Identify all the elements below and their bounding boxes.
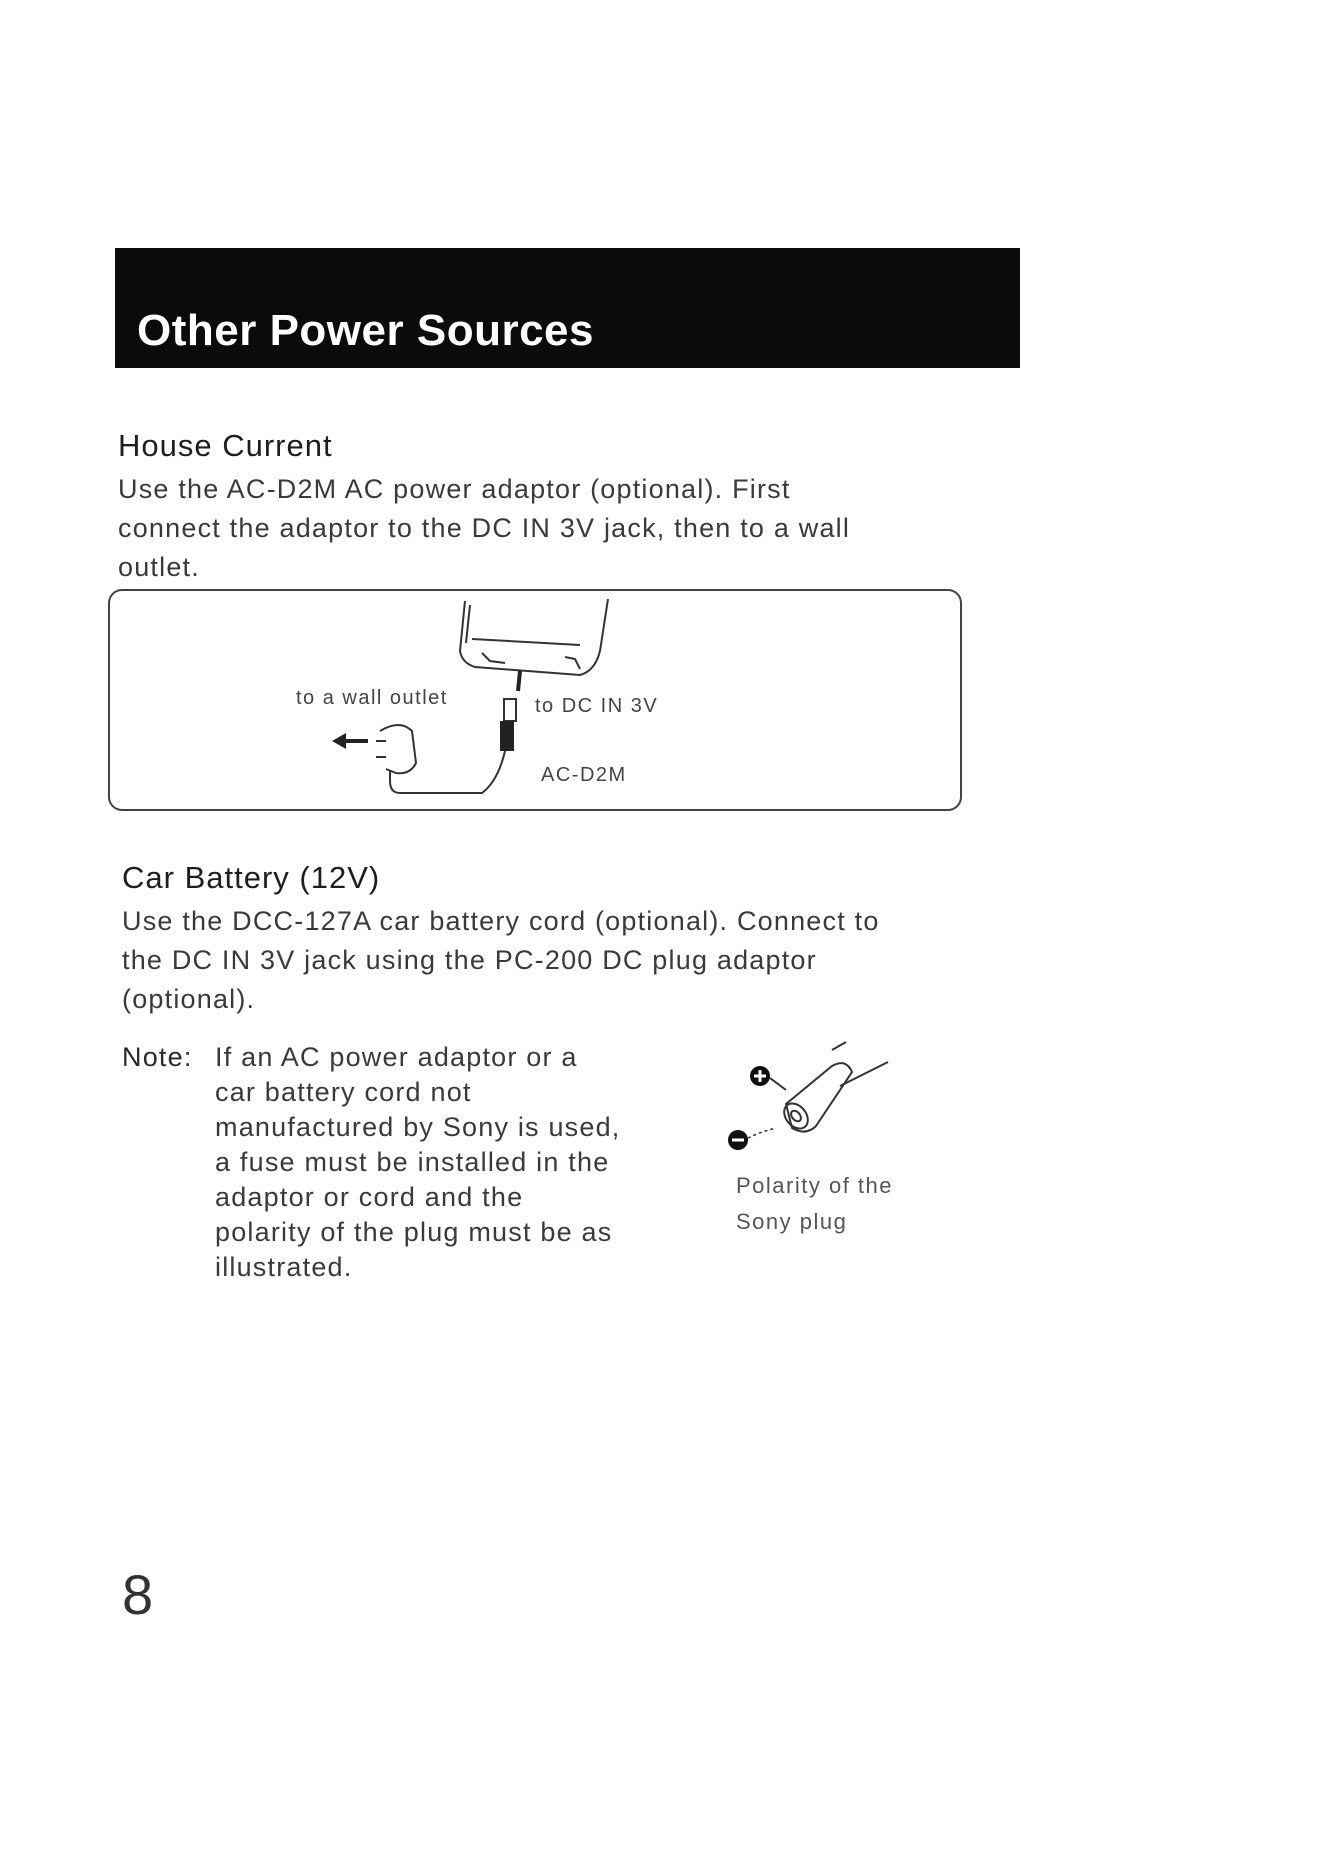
section-banner (115, 248, 1020, 368)
car-battery-text (122, 902, 880, 1019)
paragraph-line: connect the adaptor to the DC IN 3V jack, then to a wall (118, 513, 851, 543)
wall-outlet-label: to a wall outlet (296, 687, 448, 709)
paragraph-line: outlet. (118, 552, 200, 582)
connection-figure (108, 589, 962, 811)
note-line: polarity of the plug must be as (215, 1217, 613, 1247)
note-line: If an AC power adaptor or a (215, 1042, 578, 1072)
paragraph-line: Use the DCC-127A car battery cord (optional). Connect to (122, 906, 880, 936)
note-label: Note: (122, 1042, 193, 1072)
model-label: AC-D2M (541, 764, 627, 786)
note-line: illustrated. (215, 1252, 353, 1282)
note-text (215, 1040, 621, 1285)
paragraph-line: the DC IN 3V jack using the PC-200 DC plug adaptor (122, 945, 817, 975)
page-number: 8 (122, 1563, 154, 1626)
car-battery-heading: Car Battery (12V) (122, 860, 381, 895)
house-current-text (118, 470, 850, 587)
note-line: a fuse must be installed in the (215, 1147, 610, 1177)
paragraph-line: (optional). (122, 984, 256, 1014)
house-current-heading: House Current (118, 428, 333, 463)
caption-line: Polarity of the (736, 1173, 894, 1198)
caption-line: Sony plug (736, 1209, 848, 1234)
note-line: car battery cord not (215, 1077, 472, 1107)
paragraph-line: Use the AC-D2M AC power adaptor (optional). First (118, 474, 791, 504)
dc-in-label: to DC IN 3V (535, 695, 659, 717)
page-title: Other Power Sources (137, 306, 594, 355)
polarity-caption (736, 1168, 893, 1240)
note-line: adaptor or cord and the (215, 1182, 524, 1212)
plug-polarity-illustration (720, 1040, 900, 1160)
note-line: manufactured by Sony is used, (215, 1112, 621, 1142)
